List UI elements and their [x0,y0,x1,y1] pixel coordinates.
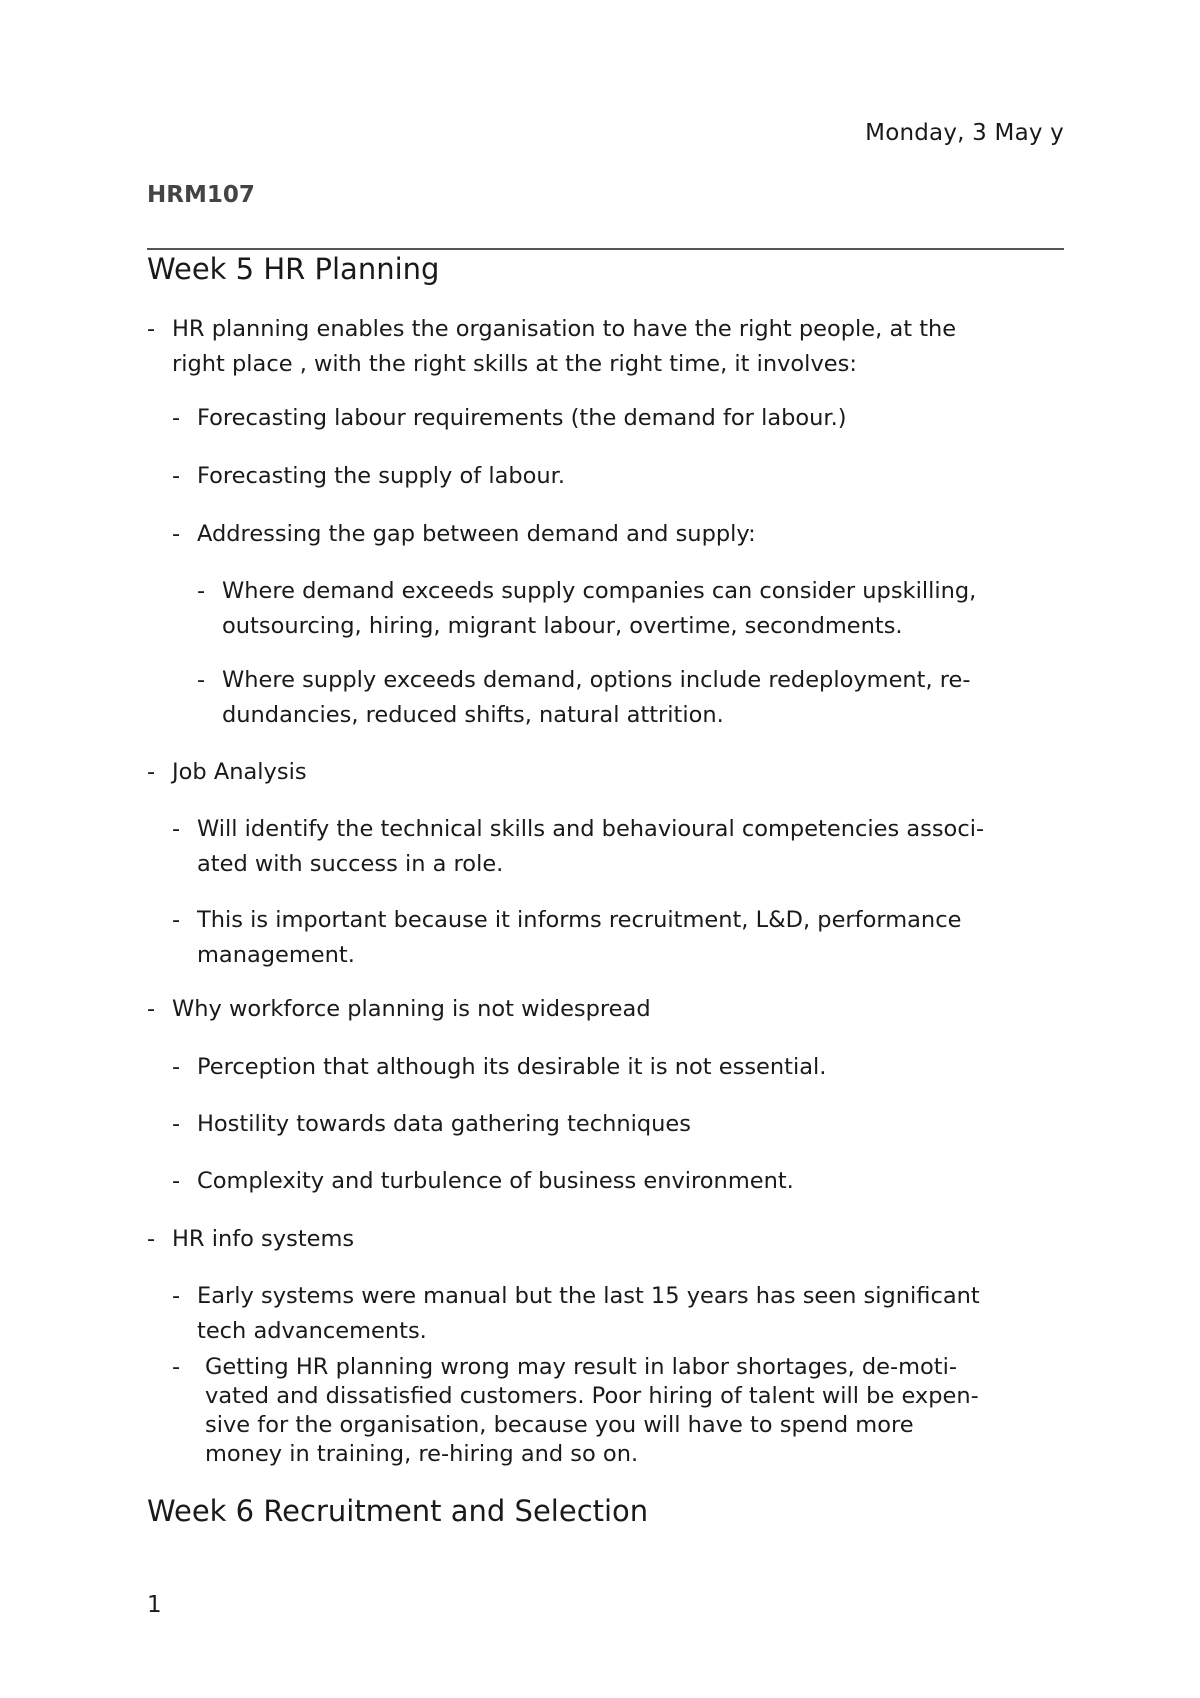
list-item-line: tech advancements. [197,1318,427,1344]
list-item-line: management. [197,942,355,968]
list-item-line: HR planning enables the organisation to have the right people, at the [172,316,957,342]
list-item [147,312,1052,382]
list-item [172,459,1052,494]
list-item-line: vated and dissatisfied customers. Poor hiring of talent will be expen- [205,1383,979,1409]
bullet-dash: - [147,316,156,342]
bullet-dash: - [147,1226,156,1252]
list-item-line: Will identify the technical skills and behavioural competencies associ- [197,816,985,842]
list-item [172,903,1052,973]
section-heading-week5: Week 5 HR Planning [147,252,440,286]
list-item-line: This is important because it informs recruitment, L&D, performance [197,907,962,933]
list-item-line: Getting HR planning wrong may result in labor shortages, de-moti- [205,1354,957,1380]
bullet-dash: - [197,667,206,693]
list-item [172,1353,1052,1469]
bullet-dash: - [172,463,181,489]
list-item-line: dundancies, reduced shifts, natural attrition. [222,702,724,728]
list-item [172,517,1052,552]
list-item-line: Perception that although its desirable it is not essential. [197,1054,827,1080]
list-item [172,1050,1052,1085]
list-item [172,1164,1052,1199]
list-item [147,992,1052,1027]
course-code: HRM107 [147,182,255,208]
list-item-line: Complexity and turbulence of business environment. [197,1168,794,1194]
bullet-dash: - [172,1054,181,1080]
bullet-dash: - [197,578,206,604]
list-item [172,812,1052,882]
list-item-line: HR info systems [172,1226,355,1252]
bullet-dash: - [172,816,181,842]
list-item [147,755,1052,790]
list-item-line: money in training, re-hiring and so on. [205,1441,639,1467]
list-item [197,574,1052,644]
list-item-line: Addressing the gap between demand and supply: [197,521,756,547]
bullet-dash: - [172,1168,181,1194]
bullet-dash: - [172,1111,181,1137]
list-item-line: Where supply exceeds demand, options include redeployment, re- [222,667,971,693]
list-item-line: Forecasting labour requirements (the demand for labour.) [197,405,847,431]
section-heading-week6: Week 6 Recruitment and Selection [147,1494,649,1528]
list-item [147,1222,1052,1257]
list-item-line: Hostility towards data gathering techniques [197,1111,692,1137]
list-item [172,401,1052,436]
bullet-dash: - [172,1283,181,1309]
list-item-line: Job Analysis [172,759,307,785]
list-item-line: ated with success in a role. [197,851,504,877]
list-item-line: Early systems were manual but the last 15 years has seen significant [197,1283,980,1309]
list-item [172,1279,1052,1349]
list-item-line: Forecasting the supply of labour. [197,463,566,489]
list-item [172,1107,1052,1142]
list-item [197,663,1052,733]
bullet-dash: - [172,405,181,431]
bullet-dash: - [147,996,156,1022]
header-divider [147,248,1064,250]
bullet-dash: - [172,1354,181,1380]
bullet-dash: - [172,521,181,547]
list-item-line: outsourcing, hiring, migrant labour, overtime, secondments. [222,613,903,639]
list-item-line: Where demand exceeds supply companies can consider upskilling, [222,578,977,604]
list-item-line: Why workforce planning is not widespread [172,996,651,1022]
document-date: Monday, 3 May y [865,120,1064,146]
list-item-line: sive for the organisation, because you will have to spend more [205,1412,914,1438]
list-item-line: right place , with the right skills at the right time, it involves: [172,351,857,377]
page-number: 1 [147,1592,162,1618]
bullet-dash: - [172,907,181,933]
bullet-dash: - [147,759,156,785]
